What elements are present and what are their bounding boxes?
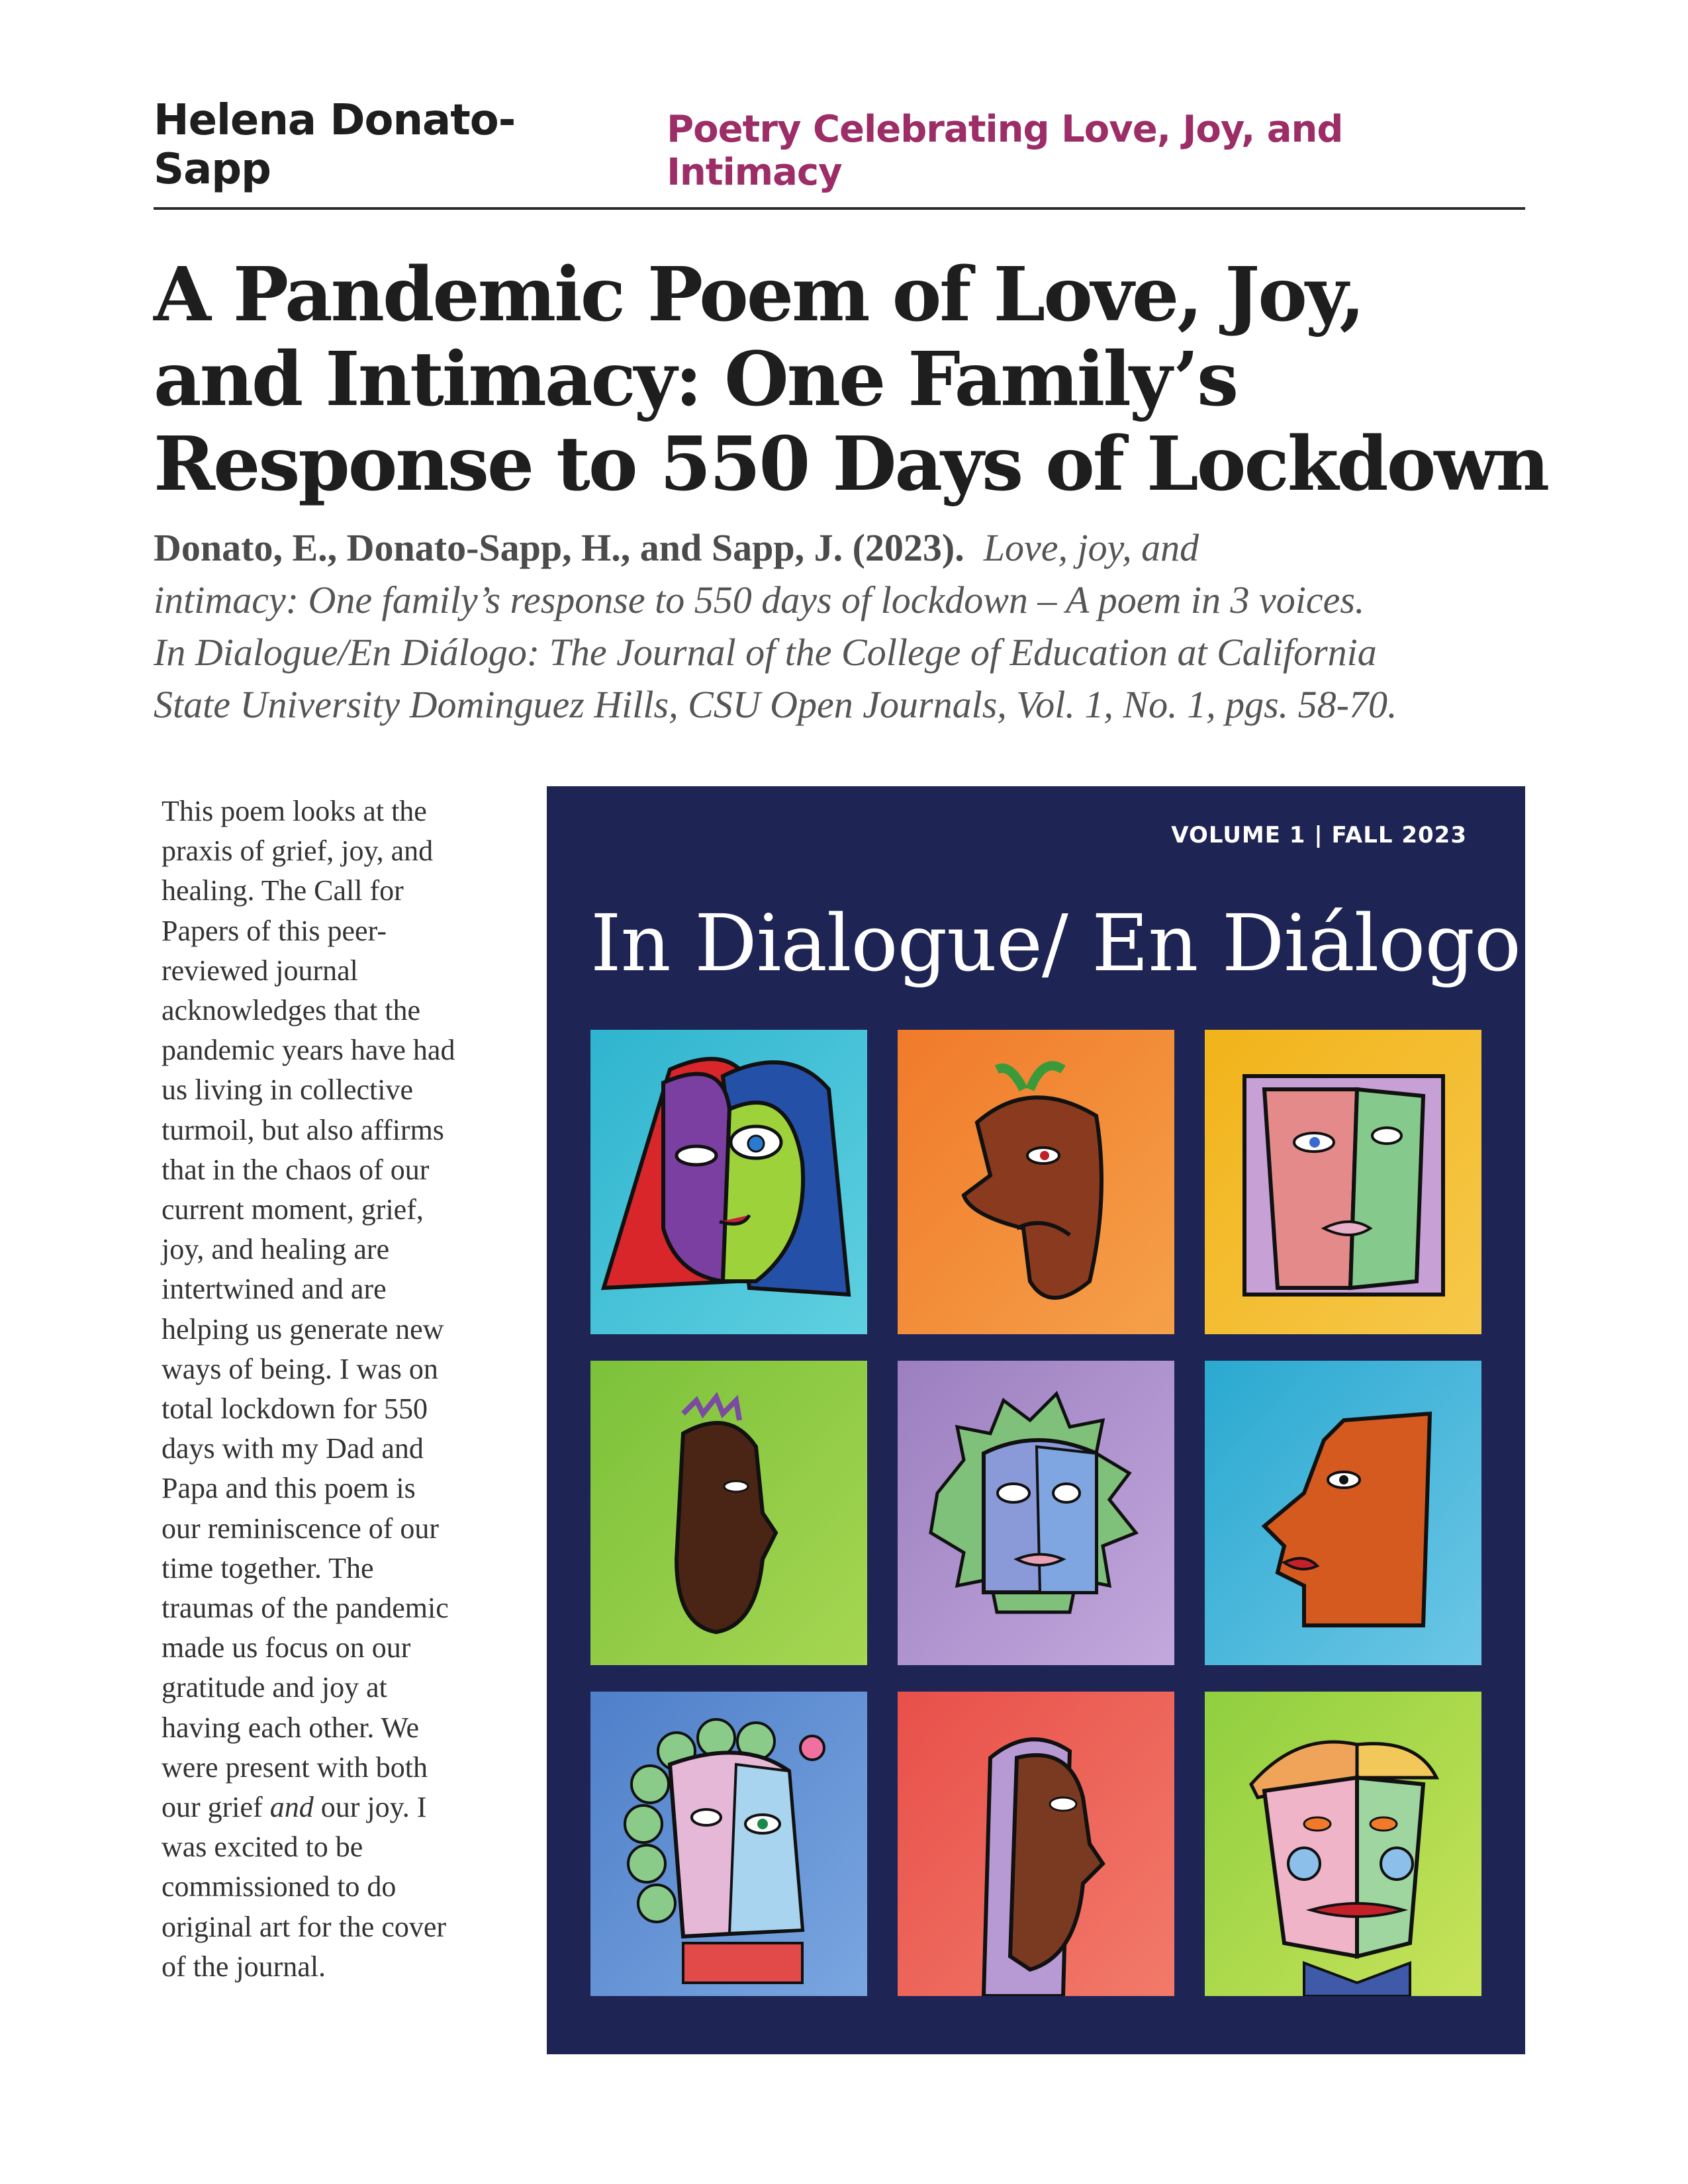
page-header	[154, 96, 1525, 210]
art-tile	[1205, 1030, 1481, 1334]
art-tile	[898, 1361, 1174, 1665]
page-title	[154, 251, 1548, 508]
blurb-fragment: our grief	[162, 1791, 270, 1824]
blurb-line: ways of being. I was on	[162, 1352, 438, 1385]
blurb-line: time together. The	[162, 1551, 374, 1584]
art-tile	[1205, 1692, 1481, 1996]
spiky-hair-face-icon	[898, 1361, 1174, 1665]
title-line: and Intimacy: One Family’s	[154, 336, 1237, 423]
blurb-line: gratitude and joy at	[162, 1671, 387, 1704]
blurb-line: This poem looks at the	[162, 795, 427, 827]
description-text	[162, 792, 506, 1987]
profile-face-sprout-icon	[898, 1030, 1174, 1334]
blurb-line: of the journal.	[162, 1950, 326, 1983]
brown-profile-face-icon	[590, 1361, 867, 1665]
blurb-line: having each other. We	[162, 1711, 420, 1744]
blurb-line: us living in collective	[162, 1073, 414, 1107]
orange-profile-face-icon	[1205, 1361, 1481, 1665]
blurb-line: was excited to be	[162, 1831, 363, 1864]
citation-authors: Donato, E., Donato-Sapp, H., and Sapp, J. (2023).	[154, 526, 964, 569]
blurb-line: Papa and this poem is	[162, 1472, 416, 1505]
journal-cover-image	[547, 786, 1525, 2054]
blurb-line: reviewed journal	[162, 954, 358, 987]
split-face-mustache-icon	[1205, 1692, 1481, 1996]
cover-journal-title: In Dialogue/ En Diálogo	[590, 897, 1521, 989]
citation	[154, 522, 1544, 731]
blurb-line: made us focus on our	[162, 1631, 411, 1664]
series-title: Poetry Celebrating Love, Joy, and Intimacy	[667, 108, 1343, 194]
blurb-line: praxis of grief, joy, and	[162, 835, 434, 868]
citation-line	[154, 522, 1544, 574]
blurb-line: healing. The Call for	[162, 874, 404, 907]
art-tile	[898, 1030, 1174, 1334]
title-line: Response to 550 Days of Lockdown	[154, 421, 1548, 508]
citation-line: State University Dominguez Hills, CSU Open Journals, Vol. 1, No. 1, pgs. 58-70.	[154, 683, 1397, 726]
two-tone-face-icon	[590, 1030, 867, 1334]
blurb-line: that in the chaos of our	[162, 1153, 430, 1186]
blurb-line: Papers of this peer-	[162, 914, 387, 947]
blurb-line: traumas of the pandemic	[162, 1592, 449, 1625]
blurb-line: original art for the cover	[162, 1910, 447, 1943]
blurb-line: our reminiscence of our	[162, 1512, 440, 1545]
blurb-line: commissioned to do	[162, 1870, 397, 1903]
blurb-line	[162, 1788, 506, 1827]
art-tile	[590, 1030, 867, 1334]
citation-title-start: Love, joy, and	[983, 526, 1199, 569]
art-tile	[1205, 1361, 1481, 1665]
blurb-fragment: our joy. I	[313, 1791, 427, 1824]
blurb-line: acknowledges that the	[162, 994, 420, 1027]
cover-volume-label: VOLUME 1 | FALL 2023	[1171, 822, 1467, 848]
blurb-line: were present with both	[162, 1751, 428, 1784]
blurb-emphasis: and	[269, 1791, 314, 1824]
blurb-line: total lockdown for 550	[162, 1392, 428, 1426]
citation-line: intimacy: One family’s response to 550 days of lockdown – A poem in 3 voices.	[154, 578, 1365, 621]
split-face-pink-green-icon	[1205, 1030, 1481, 1334]
blurb-line: pandemic years have had	[162, 1034, 455, 1067]
long-hair-profile-face-icon	[898, 1692, 1174, 1996]
author-name: Helena Donato-Sapp	[154, 96, 516, 194]
art-tile	[590, 1692, 867, 1996]
title-line: A Pandemic Poem of Love, Joy,	[154, 251, 1364, 338]
blurb-line: turmoil, but also affirms	[162, 1113, 444, 1146]
curly-hair-face-icon	[590, 1692, 867, 1996]
art-tile	[590, 1361, 867, 1665]
citation-line: In Dialogue/En Diálogo: The Journal of the College of Education at California	[154, 631, 1377, 674]
blurb-line: helping us generate new	[162, 1312, 444, 1345]
art-tile	[898, 1692, 1174, 1996]
blurb-line: days with my Dad and	[162, 1432, 424, 1465]
blurb-line: joy, and healing are	[162, 1233, 390, 1266]
blurb-line: intertwined and are	[162, 1273, 387, 1306]
blurb-line: current moment, grief,	[162, 1193, 424, 1226]
